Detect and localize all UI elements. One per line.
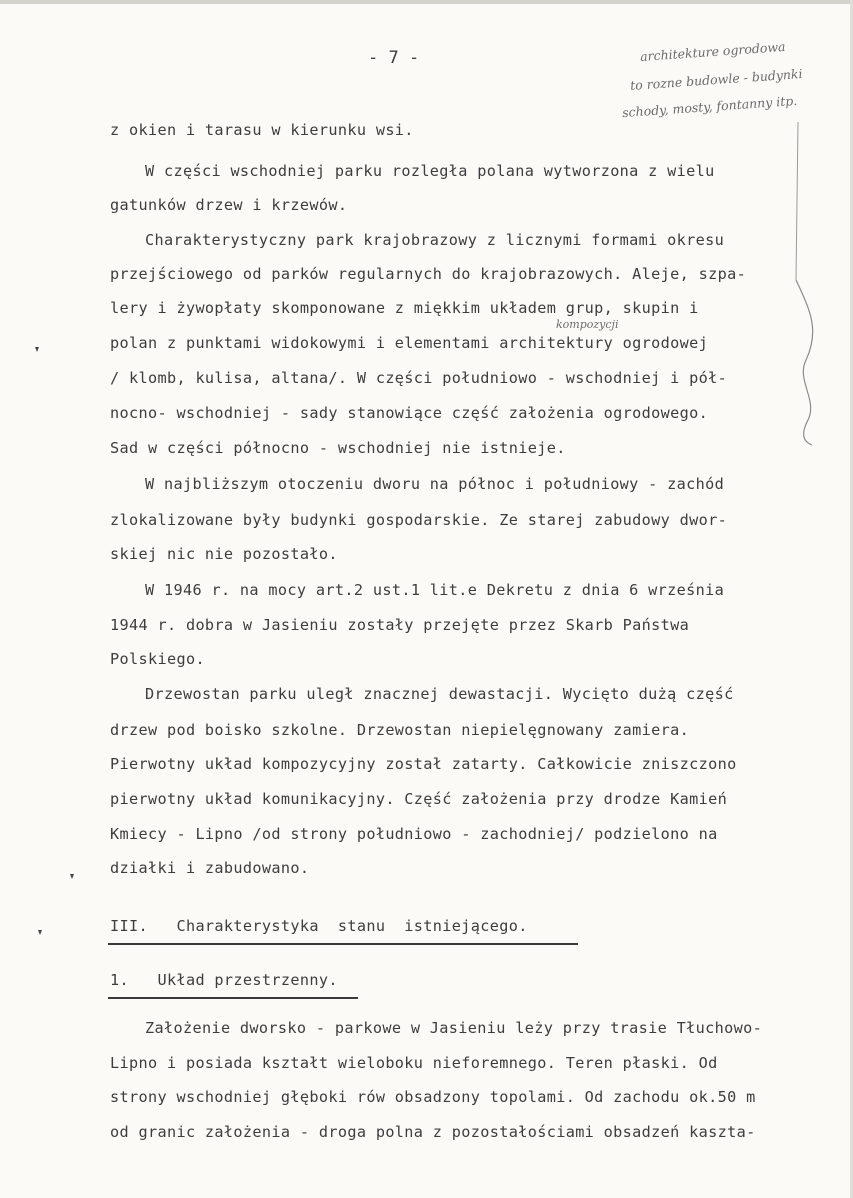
text-line: Pierwotny układ kompozycyjny został zatarty. Całkowicie zniszczono	[110, 755, 737, 773]
text-line: W najbliższym otoczeniu dworu na północ i południowy - zachód	[145, 475, 725, 493]
text-line: 1944 r. dobra w Jasieniu zostały przejęte przez Skarb Państwa	[110, 616, 690, 634]
text-line: polan z punktami widokowymi i elementami architektury ogrodowej	[110, 334, 709, 352]
text-line: Charakterystyczny park krajobrazowy z licznymi formami okresu	[145, 231, 725, 249]
text-line: przejściowego od parków regularnych do krajobrazowych. Aleje, szpa-	[110, 265, 747, 283]
margin-bracket-icon	[790, 120, 830, 450]
margin-tick-mark	[38, 930, 42, 935]
text-line: / klomb, kulisa, altana/. W części południowo - wschodniej i pół-	[110, 369, 728, 387]
scan-edge-top	[0, 0, 853, 4]
text-line: drzew pod boisko szkolne. Drzewostan niepielęgnowany zamiera.	[110, 721, 690, 739]
text-line: Polskiego.	[110, 650, 205, 668]
text-line: W części wschodniej parku rozległa polana wytworzona z wielu	[145, 162, 715, 180]
handwritten-note-line-3: schody, mosty, fontanny itp.	[621, 92, 798, 121]
text-line: z okien i tarasu w kierunku wsi.	[110, 121, 414, 139]
margin-tick-mark	[70, 874, 74, 879]
text-line: działki i zabudowano.	[110, 859, 310, 877]
text-line: strony wschodniej głęboki rów obsadzony topolami. Od zachodu ok.50 m	[110, 1088, 756, 1106]
handwritten-note-line-2: to rozne budowle - budynki	[629, 65, 803, 94]
margin-tick-mark	[35, 347, 39, 352]
text-line: zlokalizowane były budynki gospodarskie. Ze starej zabudowy dwor-	[110, 511, 728, 529]
handwritten-note-line-1: architekture ogrodowa	[639, 38, 786, 65]
text-line: skiej nic nie pozostało.	[110, 545, 338, 563]
section-heading-underline	[108, 943, 578, 945]
subsection-heading: 1. Układ przestrzenny.	[110, 971, 338, 989]
handwritten-insertion-kompozycji: kompozycji	[556, 318, 619, 331]
text-line: Założenie dworsko - parkowe w Jasieniu leży przy trasie Tłuchowo-	[145, 1019, 763, 1037]
text-line: Drzewostan parku uległ znacznej dewastacji. Wycięto dużą część	[145, 685, 734, 703]
text-line: lery i żywopłaty skomponowane z miękkim układem grup, skupin i	[110, 299, 699, 317]
text-line: pierwotny układ komunikacyjny. Część założenia przy drodze Kamień	[110, 790, 728, 808]
text-line: Sad w części północno - wschodniej nie istnieje.	[110, 439, 566, 457]
text-line: nocno- wschodniej - sady stanowiące część założenia ogrodowego.	[110, 404, 709, 422]
text-line: gatunków drzew i krzewów.	[110, 196, 348, 214]
text-line: W 1946 r. na mocy art.2 ust.1 lit.e Dekretu z dnia 6 września	[145, 581, 725, 599]
subsection-heading-underline	[108, 997, 358, 999]
text-line: Kmiecy - Lipno /od strony południowo - zachodniej/ podzielono na	[110, 825, 718, 843]
page-number: - 7 -	[368, 48, 420, 68]
text-line: Lipno i posiada kształt wieloboku nieforemnego. Teren płaski. Od	[110, 1054, 718, 1072]
section-heading: III. Charakterystyka stanu istniejącego.	[110, 917, 528, 935]
text-line: od granic założenia - droga polna z pozostałościami obsadzeń kaszta-	[110, 1123, 756, 1141]
